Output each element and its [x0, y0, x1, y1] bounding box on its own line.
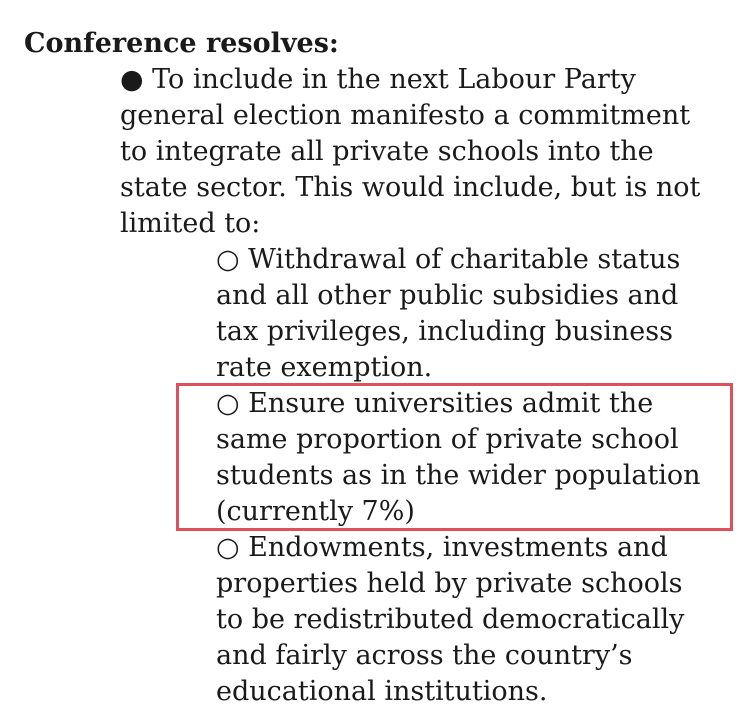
sub-item-line: tax privileges, including business	[216, 316, 673, 347]
sub-item-line: ○ Withdrawal of charitable status	[216, 244, 681, 275]
sub-bullet-item-endowments	[216, 530, 684, 710]
main-item-line: state sector. This would include, but is not	[120, 172, 701, 203]
sub-item-line: to be redistributed democratically	[216, 604, 685, 635]
sub-item-line: (currently 7%)	[216, 496, 415, 527]
sub-item-line: educational institutions.	[216, 676, 548, 707]
sub-item-line: and fairly across the country’s	[216, 640, 633, 671]
sub-bullet-item-charitable-status	[216, 242, 680, 386]
sub-item-line: and all other public subsidies and	[216, 280, 679, 311]
main-item-line: limited to:	[120, 208, 261, 239]
main-item-line: general election manifesto a commitment	[120, 100, 691, 131]
sub-item-line: ○ Ensure universities admit the	[216, 388, 654, 419]
sub-bullet-item-universities	[216, 386, 701, 530]
main-item-line: ● To include in the next Labour Party	[120, 64, 636, 95]
main-item-line: to integrate all private schools into the	[120, 136, 654, 167]
sub-item-line: students as in the wider population	[216, 460, 701, 491]
sub-item-line: ○ Endowments, investments and	[216, 532, 668, 563]
main-bullet-item	[120, 62, 700, 242]
sub-item-line: properties held by private schools	[216, 568, 683, 599]
sub-item-line: same proportion of private school	[216, 424, 679, 455]
section-heading: Conference resolves:	[24, 28, 339, 59]
sub-item-line: rate exemption.	[216, 352, 433, 383]
